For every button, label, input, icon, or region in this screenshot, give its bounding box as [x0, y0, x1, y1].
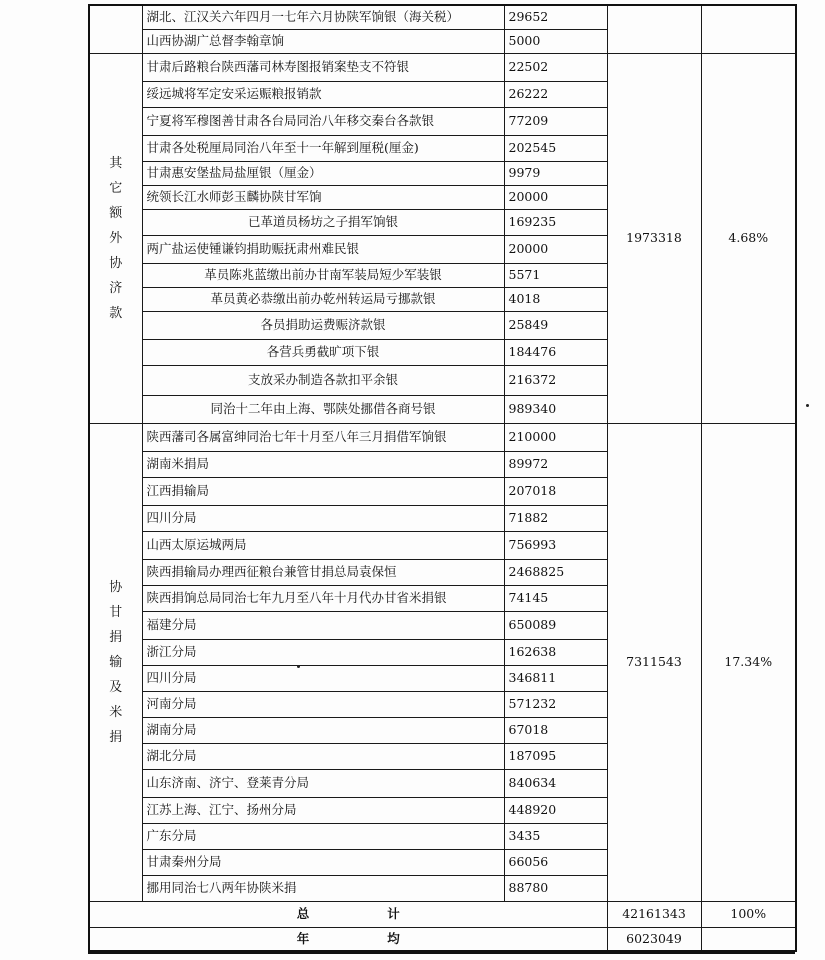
item-cell: 统领长江水师彭玉麟协陕甘军饷: [142, 185, 504, 209]
item-cell: 甘肃惠安堡盐局盐厘银（厘金）: [142, 161, 504, 185]
item-cell: 湖北、江汉关六年四月一七年六月协陕军饷银（海关税）: [142, 5, 504, 29]
annual-average-label-a: 年: [296, 930, 310, 946]
item-cell: 挪用同治七八两年协陕米捐: [142, 875, 504, 901]
table-row: [89, 5, 796, 29]
amount-cell: 3435: [504, 823, 607, 849]
item-cell: 四川分局: [142, 505, 504, 531]
item-cell: 甘肃后路粮台陕西藩司林寿图报销案垫支不符银: [142, 53, 504, 81]
item-cell: 江苏上海、江宁、扬州分局: [142, 797, 504, 823]
amount-cell: 67018: [504, 717, 607, 743]
amount-cell: 162638: [504, 639, 607, 665]
amount-cell: 169235: [504, 209, 607, 235]
amount-cell: 89972: [504, 451, 607, 477]
revenue-table: [88, 4, 797, 952]
item-cell: 山西太原运城两局: [142, 531, 504, 559]
amount-cell: 20000: [504, 235, 607, 263]
amount-cell: 756993: [504, 531, 607, 559]
item-cell: 广东分局: [142, 823, 504, 849]
category-cell-empty: [89, 5, 142, 53]
item-cell: 湖南米捐局: [142, 451, 504, 477]
amount-cell: 187095: [504, 743, 607, 769]
item-cell: 陕西捐饷总局同治七年九月至八年十月代办甘省米捐银: [142, 585, 504, 611]
amount-cell: 448920: [504, 797, 607, 823]
item-cell: 陕西捐输局办理西征粮台兼管甘捐总局袁保恒: [142, 559, 504, 585]
annual-average-value: 6023049: [607, 927, 701, 951]
amount-cell: 207018: [504, 477, 607, 505]
group-total-cell: 1973318: [607, 53, 701, 423]
item-cell: 湖南分局: [142, 717, 504, 743]
annual-average-row: [89, 927, 796, 951]
group-percent-cell: 4.68%: [701, 53, 796, 423]
amount-cell: 216372: [504, 365, 607, 395]
item-cell: 甘肃秦州分局: [142, 849, 504, 875]
item-cell: 已革道员杨坊之子捐军饷银: [142, 209, 504, 235]
amount-cell: 71882: [504, 505, 607, 531]
category-label: 协甘捐输及米捐: [109, 579, 123, 745]
item-cell: 陕西藩司各属富绅同治七年十月至八年三月捐借军饷银: [142, 423, 504, 451]
amount-cell: 5000: [504, 29, 607, 53]
item-cell: 四川分局: [142, 665, 504, 691]
item-cell: 绥远城将军定安采运赈粮报销款: [142, 81, 504, 107]
amount-cell: 9979: [504, 161, 607, 185]
amount-cell: 989340: [504, 395, 607, 423]
category-cell: [89, 423, 142, 901]
amount-cell: 77209: [504, 107, 607, 135]
grand-total-label: [89, 901, 607, 927]
annual-average-label: [89, 927, 607, 951]
amount-cell: 210000: [504, 423, 607, 451]
amount-cell: 20000: [504, 185, 607, 209]
grand-total-value: 42161343: [607, 901, 701, 927]
grand-total-percent: 100%: [701, 901, 796, 927]
amount-cell: 346811: [504, 665, 607, 691]
table-row: [89, 53, 796, 81]
amount-cell: 2468825: [504, 559, 607, 585]
annual-average-label-b: 均: [387, 930, 400, 946]
grand-total-row: [89, 901, 796, 927]
item-cell: 浙江分局: [142, 639, 504, 665]
item-cell: 同治十二年由上海、鄂陕处挪借各商号银: [142, 395, 504, 423]
amount-cell: 25849: [504, 311, 607, 339]
scan-speck: [806, 404, 809, 407]
group-percent-cell: 17.34%: [701, 423, 796, 901]
amount-cell: 74145: [504, 585, 607, 611]
item-cell: 湖北分局: [142, 743, 504, 769]
amount-cell: 184476: [504, 339, 607, 365]
table-row: [89, 423, 796, 451]
item-cell: 甘肃各处税厘局同治八年至十一年解到厘税(厘金): [142, 135, 504, 161]
item-cell: 革员黄必恭缴出前办乾州转运局亏挪款银: [142, 287, 504, 311]
item-cell: 革员陈兆蓝缴出前办甘南军装局短少军装银: [142, 263, 504, 287]
item-cell: 支放采办制造各款扣平余银: [142, 365, 504, 395]
category-label: 其它额外协济款: [109, 155, 123, 321]
item-cell: 宁夏将军穆图善甘肃各台局同治八年移交秦台各款银: [142, 107, 504, 135]
item-cell: 山东济南、济宁、登莱青分局: [142, 769, 504, 797]
percent-cell-empty: [701, 5, 796, 53]
item-cell: 河南分局: [142, 691, 504, 717]
category-cell: [89, 53, 142, 423]
amount-cell: 29652: [504, 5, 607, 29]
item-cell: 福建分局: [142, 611, 504, 639]
amount-cell: 571232: [504, 691, 607, 717]
amount-cell: 88780: [504, 875, 607, 901]
scan-speck: [297, 665, 300, 668]
amount-cell: 650089: [504, 611, 607, 639]
amount-cell: 22502: [504, 53, 607, 81]
amount-cell: 26222: [504, 81, 607, 107]
item-cell: 山西协湖广总督李翰章饷: [142, 29, 504, 53]
item-cell: 各营兵勇截旷项下银: [142, 339, 504, 365]
amount-cell: 840634: [504, 769, 607, 797]
total-cell-empty: [607, 5, 701, 53]
item-cell: 江西捐输局: [142, 477, 504, 505]
annual-average-percent-empty: [701, 927, 796, 951]
item-cell: 各员捐助运费赈济款银: [142, 311, 504, 339]
page-bottom-rule: [88, 952, 795, 954]
amount-cell: 5571: [504, 263, 607, 287]
amount-cell: 66056: [504, 849, 607, 875]
grand-total-label-a: 总: [296, 905, 310, 921]
group-total-cell: 7311543: [607, 423, 701, 901]
amount-cell: 4018: [504, 287, 607, 311]
item-cell: 两广盐运使锺谦钧捐助赈抚肃州难民银: [142, 235, 504, 263]
amount-cell: 202545: [504, 135, 607, 161]
grand-total-label-b: 计: [387, 905, 400, 921]
